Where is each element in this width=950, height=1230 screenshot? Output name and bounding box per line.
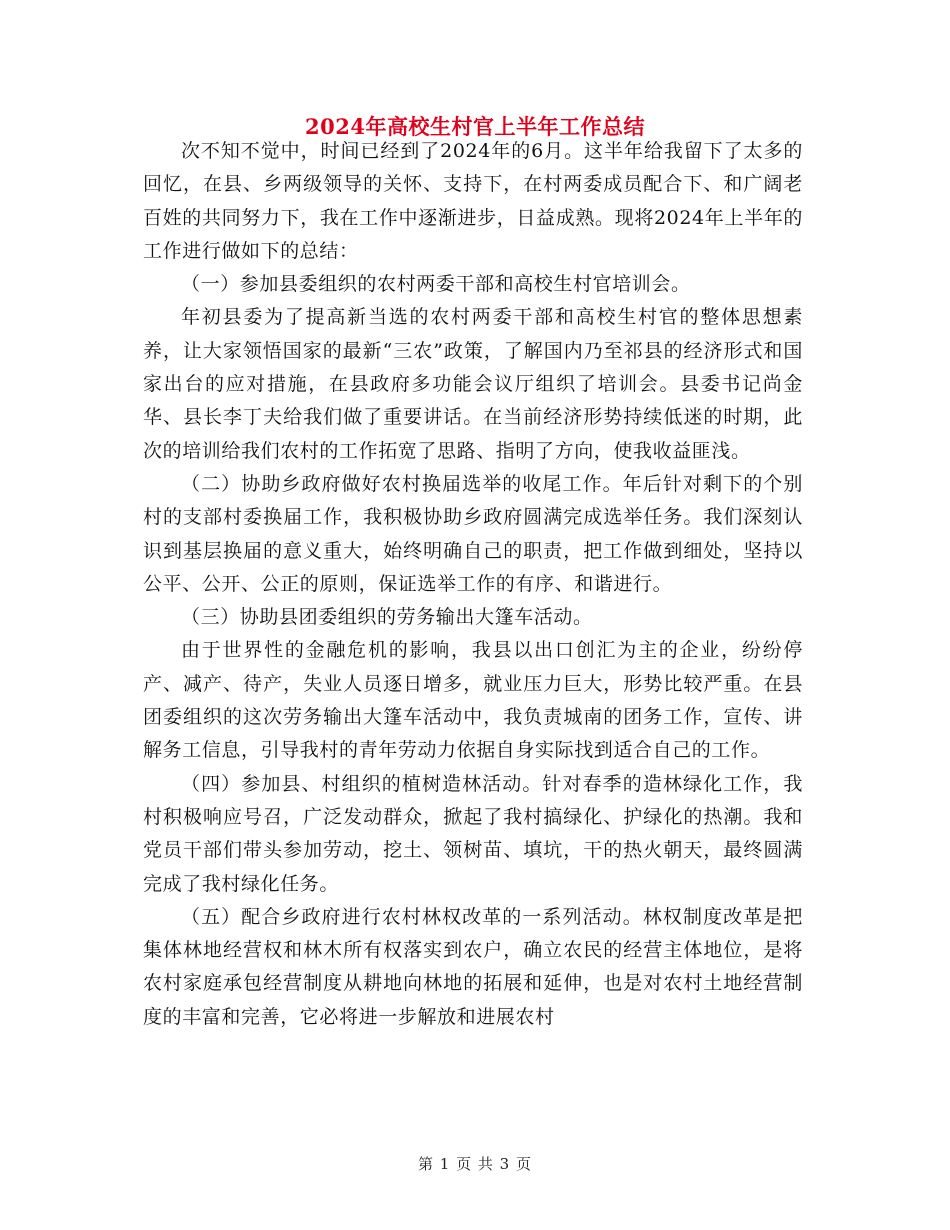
paragraph-section-3: 由于世界性的金融危机的影响，我县以出口创汇为主的企业，纷纷停产、减产、待产，失业人员逐日增多，就业压力巨大，形势比较严重。在县团委组织的这次劳务输出大篷车活动中，我负责城南的团务工作，宣传、讲解务工信息，引导我村的青年劳动力依据自身实际找到适合自己的工作。 <box>143 639 803 762</box>
document-body <box>143 135 803 1034</box>
paragraph-section-5: （五）配合乡政府进行农村林权改革的一系列活动。林权制度改革是把集体林地经营权和林木所有权落实到农户，确立农民的经营主体地位，是将农村家庭承包经营制度从耕地向林地的拓展和延伸，也是对农村土地经营制度的丰富和完善，它必将进一步解放和进展农村 <box>143 905 803 1028</box>
paragraph-section-4: （四）参加县、村组织的植树造林活动。针对春季的造林绿化工作，我村积极响应号召，广泛发动群众，掀起了我村搞绿化、护绿化的热潮。我和党员干部们带头参加劳动，挖土、领树苗、填坑，干的热火朝天，最终圆满完成了我村绿化任务。 <box>143 772 803 895</box>
document-title: 2024年高校生村官上半年工作总结 <box>305 114 645 139</box>
paragraph-intro: 次不知不觉中，时间已经到了2024年的6月。这半年给我留下了太多的回忆，在县、乡两级领导的关怀、支持下，在村两委成员配合下、和广阔老百姓的共同努力下，我在工作中逐渐进步，日益成熟。现将2024年上半年的工作进行做如下的总结： <box>143 140 803 262</box>
paragraph-section-1: 年初县委为了提高新当选的农村两委干部和高校生村官的整体思想素养，让大家领悟国家的最新“三农”政策，了解国内乃至祁县的经济形式和国家出台的应对措施，在县政府多功能会议厅组织了培训会。县委书记尚金华、县长李丁夫给我们做了重要讲话。在当前经济形势持续低迷的时期，此次的培训给我们农村的工作拓宽了思路、指明了方向，使我收益匪浅。 <box>143 306 803 462</box>
page-number-footer: 第 1 页 共 3 页 <box>418 1155 532 1173</box>
section-heading-3: （三）协助县团委组织的劳务输出大篷车活动。 <box>181 606 593 629</box>
paragraph-section-2: （二）协助乡政府做好农村换届选举的收尾工作。年后针对剩下的个别村的支部村委换届工作，我积极协助乡政府圆满完成选举任务。我们深刻认识到基层换届的意义重大，始终明确自己的职责，把工作做到细处，坚持以公平、公开、公正的原则，保证选举工作的有序、和谐进行。 <box>143 472 803 595</box>
section-heading-1: （一）参加县委组织的农村两委干部和高校生村官培训会。 <box>181 273 691 296</box>
